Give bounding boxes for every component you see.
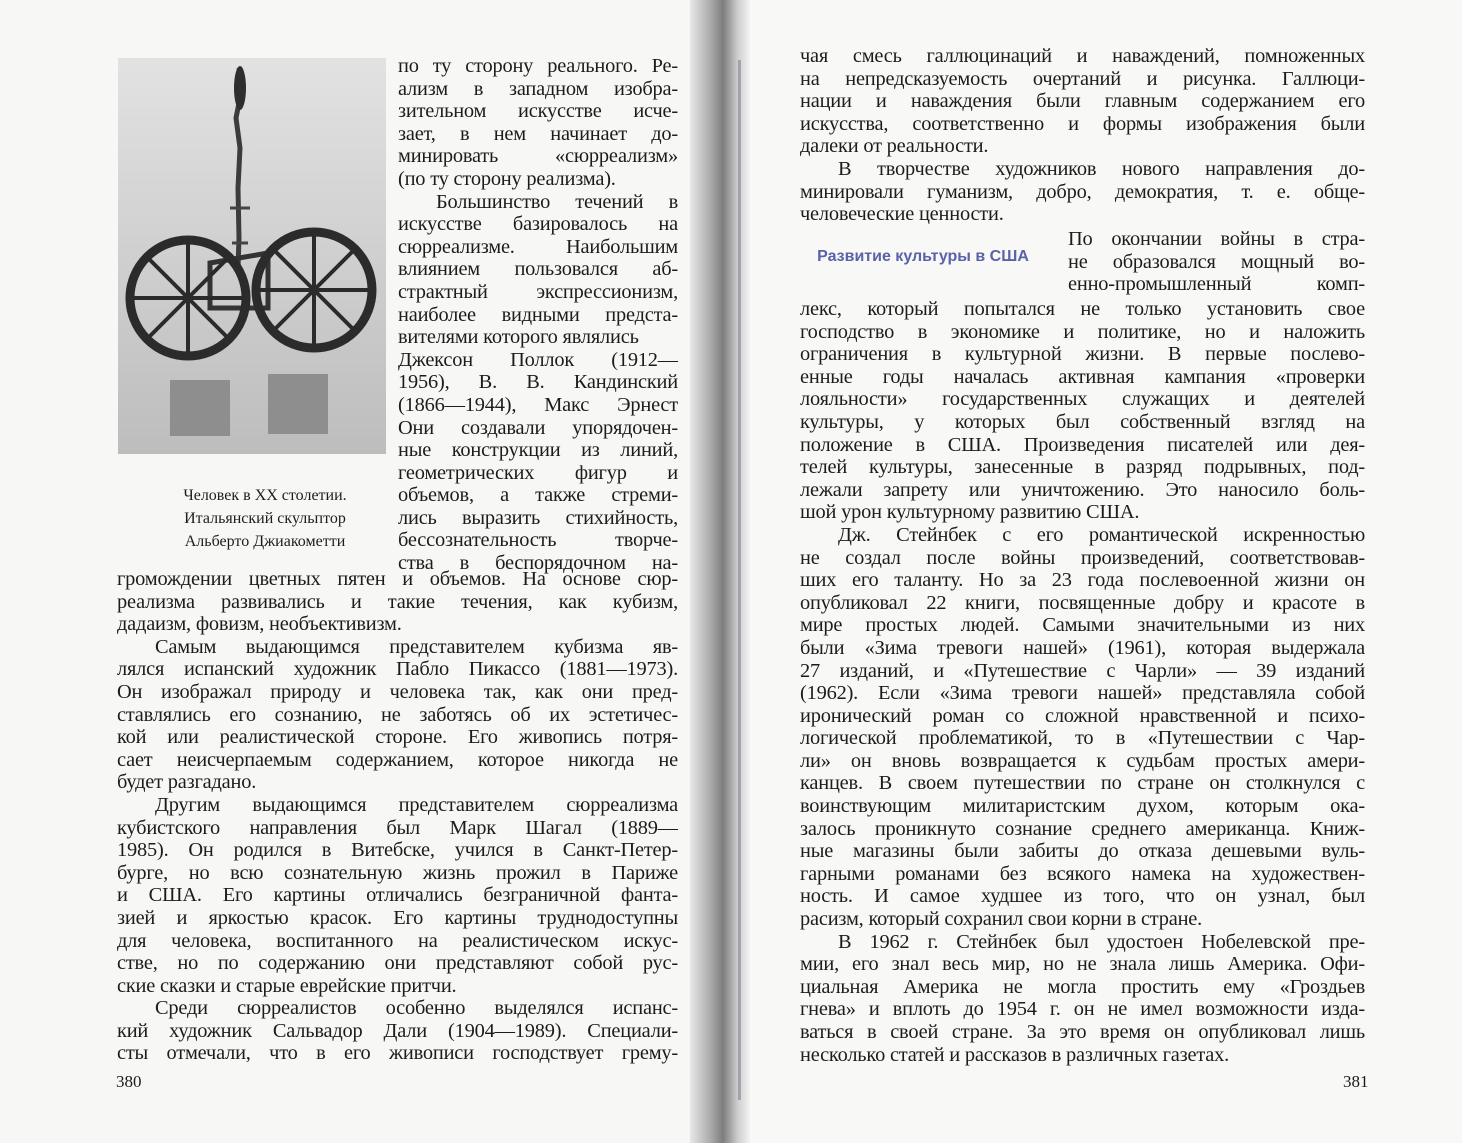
text-line: будет разгадано. [117, 771, 257, 794]
text-line: лись выразить стихийность, [398, 506, 678, 529]
text-line: нации и наваждения были главным содержанием его [800, 90, 1365, 113]
text-line: бессознательность творче- [398, 529, 678, 552]
text-line: расизм, который сохранил свои корни в стране. [800, 908, 1203, 931]
text-line: стве, но по содержанию они представляют собой рус- [117, 952, 678, 975]
text-line: и США. Его картины отличались безграничной фанта- [117, 884, 678, 907]
left-full-column [117, 568, 678, 1065]
text-line: По окончании войны в стра- [1068, 228, 1365, 250]
text-line: по ту сторону реального. Ре- [398, 55, 678, 77]
book-gutter-shadow [690, 0, 750, 1143]
text-line: ства в беспорядочном на- [398, 552, 678, 575]
text-line: Они создавали упорядочен- [398, 416, 678, 439]
text-line: зией и яркостью красок. Его картины труднодоступны [117, 906, 678, 929]
text-line: наиболее видными предста- [398, 303, 678, 326]
text-line: ные конструкции из линий, [398, 439, 678, 462]
right-narrow-column [1068, 228, 1365, 296]
text-line: шой урон культурному развитию США. [800, 501, 1140, 524]
text-line: реализма развивались и такие течения, как кубизм, [117, 590, 678, 613]
caption-line: Итальянский скульптор [184, 510, 346, 527]
text-line: объемов, а также стреми- [398, 484, 678, 507]
text-line: для человека, воспитанного на реалистическом искус- [117, 929, 678, 952]
text-line: канцев. В своем путешествии по стране он столкнулся с [800, 772, 1365, 795]
text-line: мире простых людей. Самыми значительными из них [800, 614, 1365, 637]
right-wheel [256, 232, 372, 348]
text-line: сает неисчерпаемым содержанием, которое никогда не [117, 748, 678, 771]
text-line: несколько статей и рассказов в различных газетах. [800, 1043, 1230, 1066]
text-line: Самым выдающимся представителем кубизма яв- [155, 635, 678, 658]
text-line: Другим выдающимся представителем сюрреализма [155, 793, 678, 816]
text-line: кубистского направления был Марк Шагал (1889— [117, 816, 678, 839]
text-line: бурге, но всю сознательную жизнь прожил в Париже [117, 861, 678, 884]
text-line: минировать «сюрреализм» [398, 145, 678, 168]
text-line: ские сказки и старые еврейские притчи. [117, 974, 457, 997]
text-line: были «Зима тревоги нашей» (1961), которая выдержала [800, 636, 1365, 659]
text-line: иронический роман со сложной нравственной и психо- [800, 704, 1365, 727]
text-line: кой или реалистической стороне. Его живопись потря- [117, 726, 678, 749]
left-narrow-column [398, 55, 678, 575]
text-line: залось проникнуто сознание среднего американца. Книж- [800, 817, 1365, 840]
text-line: 27 изданий, и «Путешествие с Чарли» — 39 изданий [800, 659, 1365, 682]
text-line: ставлялись его сознанию, не заботясь об их эстетичес- [117, 703, 678, 726]
section-side-heading: Развитие культуры в США [817, 248, 1029, 265]
text-line: телей культуры, занесенные в разряд подрывных, под- [800, 456, 1365, 479]
text-line: далеки от реальности. [800, 135, 989, 158]
text-line: страктный экспрессионизм, [398, 280, 678, 303]
text-line: 1956), В. В. Кандинский [398, 371, 678, 394]
right-top-column [800, 45, 1365, 226]
right-full-column [800, 298, 1365, 1066]
text-line: влиянием пользовался аб- [398, 258, 678, 281]
page-number: 381 [1343, 1072, 1369, 1091]
text-line: енные годы началась активная кампания «проверки [800, 365, 1365, 388]
text-line: геометрических фигур и [398, 461, 678, 484]
text-line: гарными романами без всякого намека на художествен- [800, 862, 1365, 885]
text-line: дадаизм, фовизм, необъективизм. [117, 613, 402, 636]
text-line: кий художник Сальвадор Дали (1904—1989). Специали- [117, 1019, 678, 1042]
text-line: ность. И самое худшее из того, что он узнал, был [800, 885, 1365, 908]
text-line: гнева» и вплоть до 1954 г. он не имел возможности изда- [800, 998, 1365, 1021]
text-line: сюрреализме. Наибольшим [398, 235, 678, 258]
text-line: ваться в своей стране. За это время он опубликовал лишь [800, 1021, 1365, 1043]
text-line: циальная Америка не могла простить ему «Гроздьев [800, 975, 1365, 998]
text-line: (1962). Если «Зима тревоги нашей» представляла собой [800, 682, 1365, 705]
text-line: зительном искусстве исче- [398, 100, 678, 123]
text-line: культуры, у которых был собственный взгляд на [800, 410, 1365, 433]
text-line: лялся испанский художник Пабло Пикассо (1881—1973). [117, 658, 678, 681]
text-line: (по ту сторону реализма). [398, 167, 616, 190]
text-line: зает, в нем начинает до- [398, 122, 678, 145]
text-line: громождении цветных пятен и объемов. На основе сюр- [117, 568, 678, 590]
text-line: В творчестве художников нового направления до- [838, 157, 1365, 180]
text-line: Джексон Поллок (1912— [398, 348, 678, 371]
text-line: ли» он вновь возвращается к судьбам простых амери- [800, 749, 1365, 772]
text-line: ные магазины были забиты до отказа дешевыми вуль- [800, 840, 1365, 863]
text-line: воинствующим милитаристским духом, которым ока- [800, 795, 1365, 818]
text-line: на непредсказуемость очертаний и рисунка. Галлюци- [800, 67, 1365, 90]
text-line: В 1962 г. Стейнбек был удостоен Нобелевской пре- [838, 930, 1365, 953]
left-wheel [130, 240, 246, 356]
text-line: Он изображал природу и человека так, как они пред- [117, 680, 678, 703]
text-line: положение в США. Произведения писателей или дея- [800, 433, 1365, 456]
text-line: Среди сюрреалистов особенно выделялся испанс- [155, 997, 678, 1020]
text-line: вителями которого являлись [398, 326, 639, 349]
text-line: Большинство течений в [436, 190, 678, 213]
gutter-edge [738, 60, 741, 1100]
text-line: сты отмечали, что в его живописи господствует грему- [117, 1042, 678, 1065]
text-line: минировали гуманизм, добро, демократия, т. е. обще- [800, 180, 1365, 203]
text-line: искусстве базировалось на [398, 213, 678, 236]
text-line: искусства, соответственно и формы изображения были [800, 112, 1365, 135]
text-line: ограничения в культурной жизни. В первые послево- [800, 343, 1365, 366]
sculpture-photo [118, 58, 386, 454]
page-number: 380 [116, 1072, 142, 1091]
text-line: господство в экономике и политике, но и наложить [800, 320, 1365, 343]
text-line: человеческие ценности. [800, 203, 1004, 226]
figure-caption [150, 484, 380, 553]
text-line: опубликовал 22 книги, посвященные добру и красоте в [800, 591, 1365, 614]
caption-line: Альберто Джиакометти [184, 533, 346, 550]
text-line: не образовался мощный во- [1068, 250, 1365, 273]
caption-line: Человек в XX столетии. [183, 487, 347, 504]
text-line: не создал после войны произведений, соответствовав- [800, 546, 1365, 569]
text-line: 1985). Он родился в Витебске, учился в Санкт-Петер- [117, 839, 678, 862]
text-line: лояльности» государственных служащих и деятелей [800, 388, 1365, 411]
text-line: чая смесь галлюцинаций и наваждений, помноженных [800, 45, 1365, 67]
text-line: енно-промышленный комп- [1068, 273, 1365, 296]
text-line: лежали запрету или уничтожению. Это наносило боль- [800, 478, 1365, 501]
text-line: (1866—1944), Макс Эрнест [398, 393, 678, 416]
text-line: ших его таланту. Но за 23 года послевоенной жизни он [800, 569, 1365, 592]
text-line: Дж. Стейнбек с его романтической искренностью [838, 523, 1365, 546]
text-line: лекс, который попытался не только установить свое [800, 298, 1365, 320]
sculpture-illustration [118, 58, 386, 454]
text-line: мии, его знал весь мир, но не знала лишь Америка. Офи- [800, 953, 1365, 976]
text-line: ализм в западном изобра- [398, 77, 678, 100]
text-line: логической проблематикой, то в «Путешествии с Чар- [800, 727, 1365, 750]
